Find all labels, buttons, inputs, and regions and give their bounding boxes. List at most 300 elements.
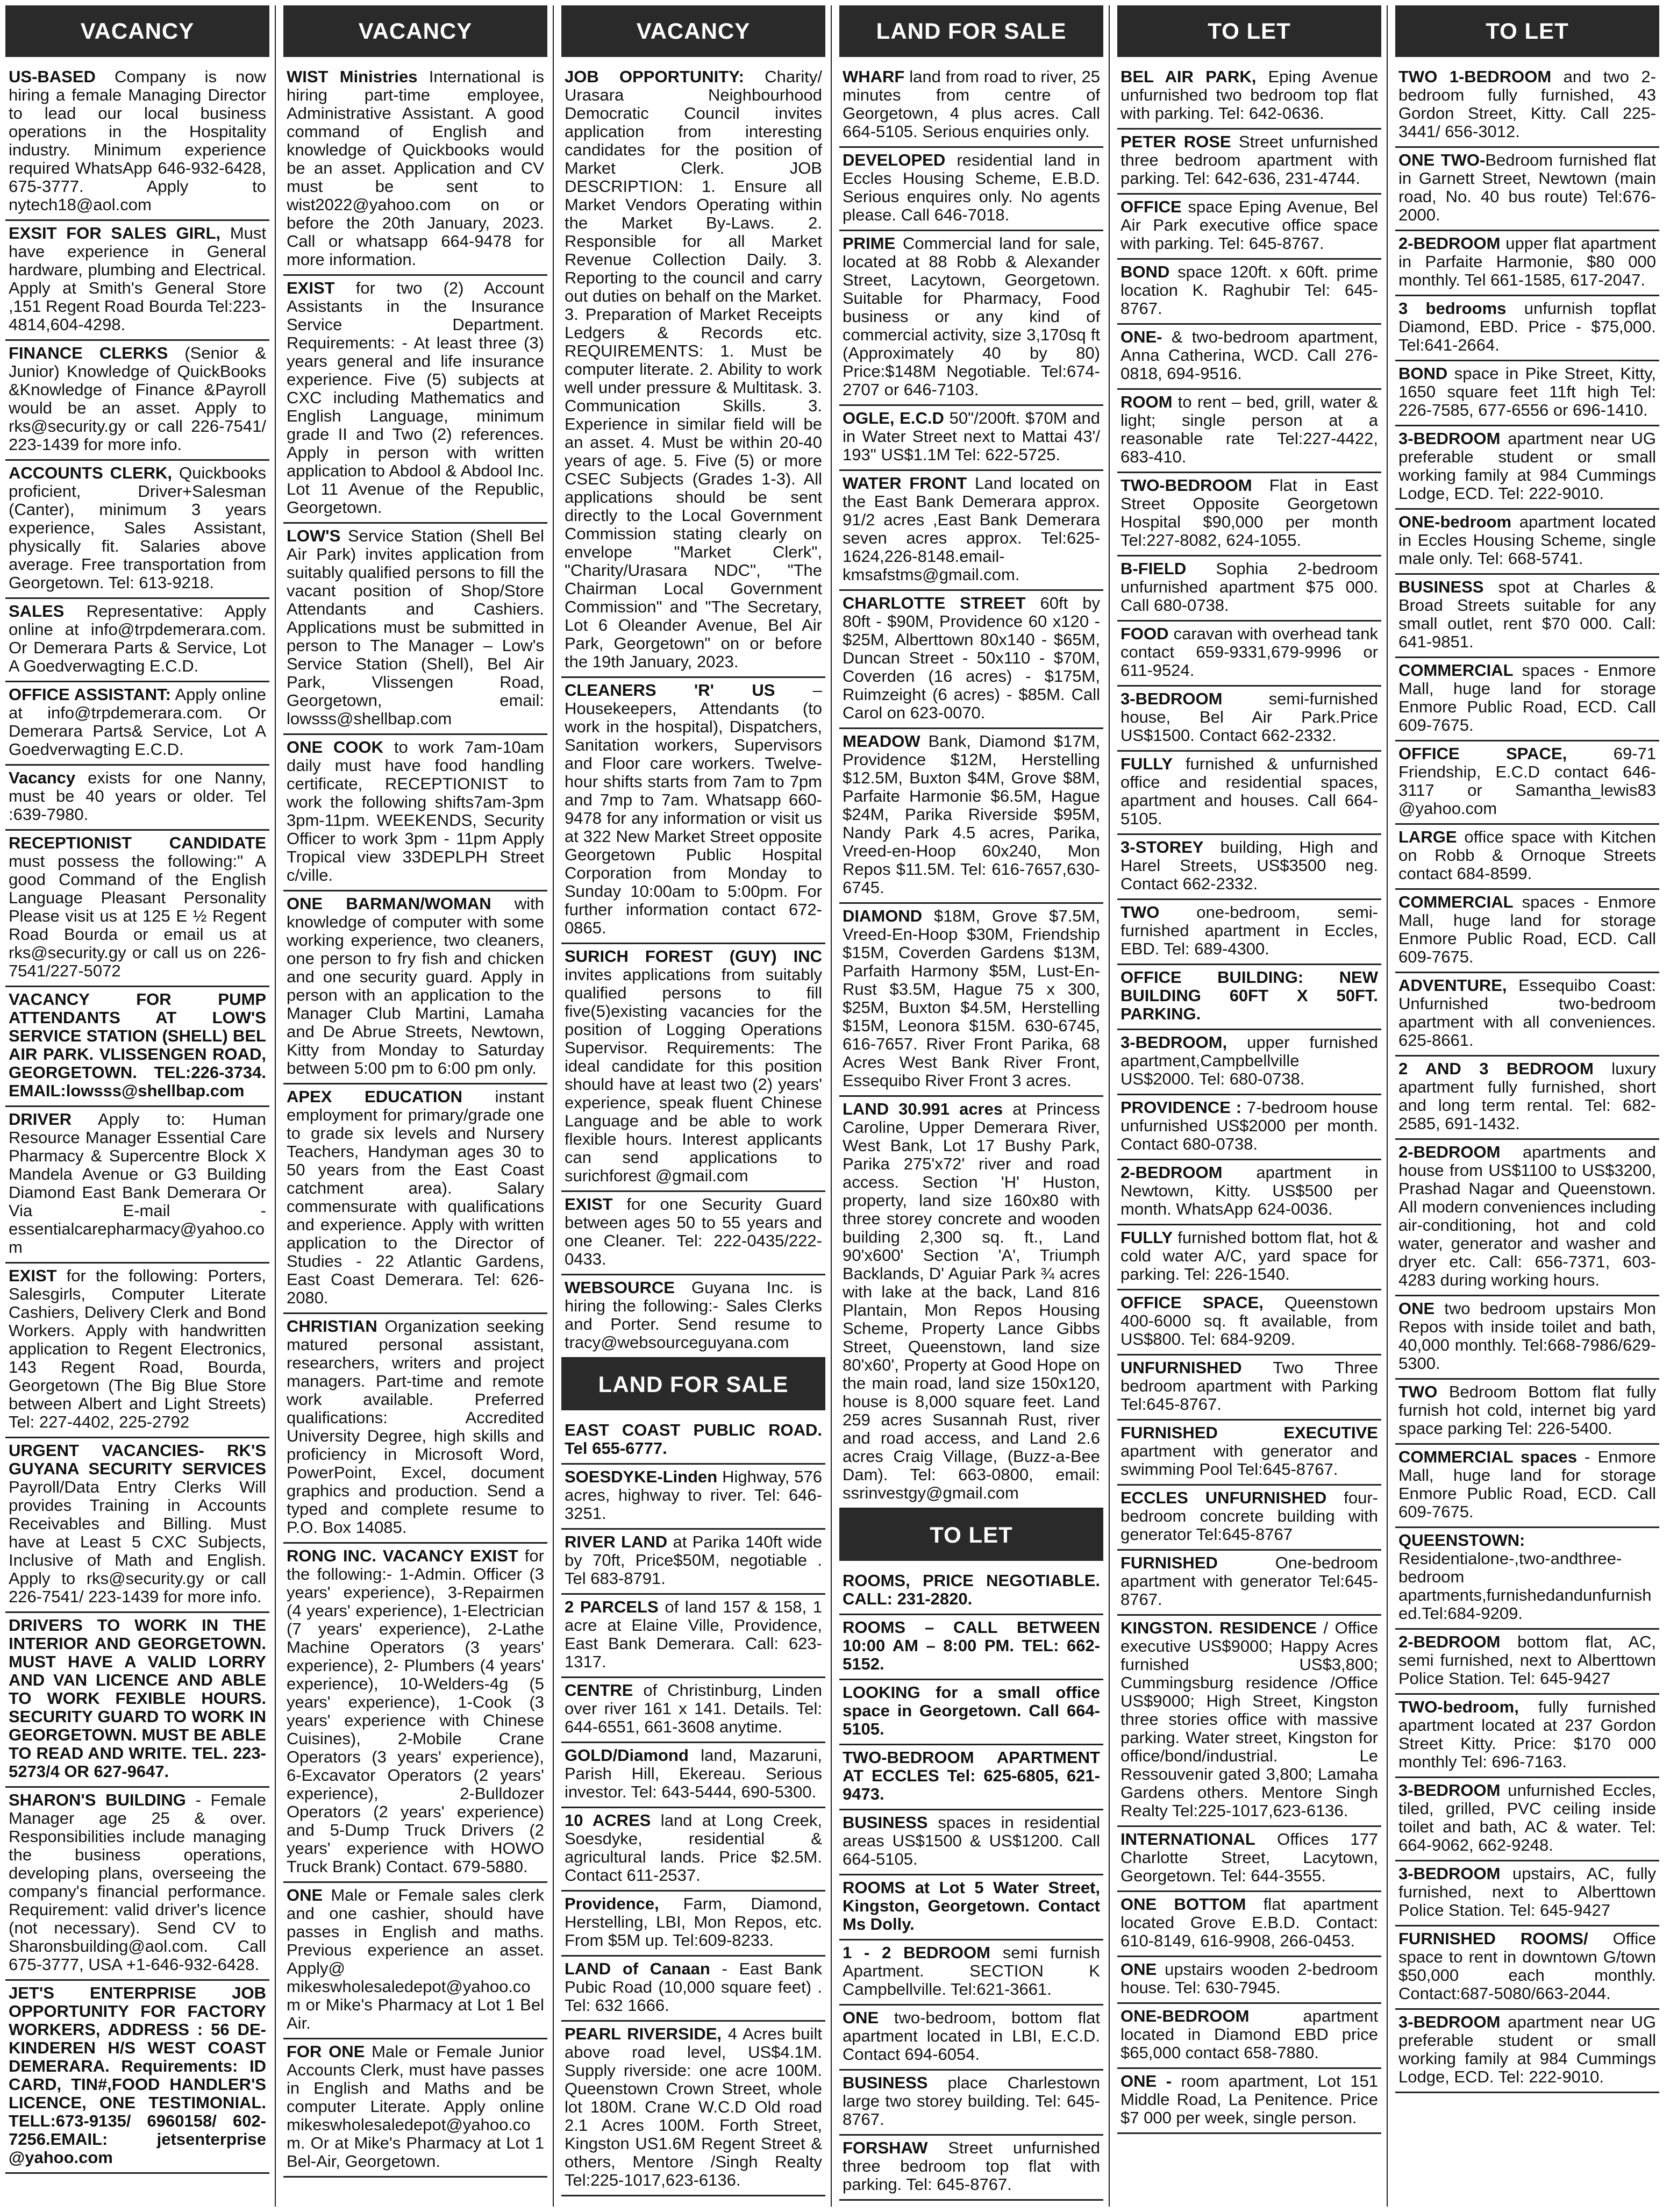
ad-text: two bedroom upstairs Mon Repos with inside toilet and bath, 40,000 monthly. Tel:668-7986/629-5300. (1398, 1299, 1656, 1373)
classified-ad (5, 1788, 269, 1981)
classified-ad (1395, 1140, 1659, 1296)
ad-text: - Enmore Mall, huge land for storage Enmore Public Road, ECD. Call 609-7675. (1398, 1447, 1656, 1521)
ad-lead: ONE-bedroom (1398, 512, 1512, 531)
classified-ad (839, 2136, 1103, 2201)
ad-text: fully furnished apartment located at 237 Gordon Street Kitty. Price: $170 000 monthly Tel: 696-7163. (1398, 1697, 1656, 1771)
classified-ad (1395, 148, 1659, 231)
ad-lead: APEX EDUCATION (287, 1087, 463, 1106)
classified-ad (1117, 622, 1381, 687)
ad-lead: SHARON'S BUILDING (9, 1790, 186, 1809)
ad-lead: DEVELOPED (843, 151, 946, 169)
classified-ad (1117, 65, 1381, 130)
ad-lead: QUEENSTOWN: (1398, 1531, 1525, 1550)
classified-ad (1117, 260, 1381, 325)
ad-lead: OFFICE BUILDING: NEW BUILDING 60FT X 50FT. PARKING. (1121, 968, 1378, 1023)
classified-ad (1117, 900, 1381, 965)
ad-text: Queenstown 400-6000 sq. ft available, from US$800. Tel: 684-9209. (1121, 1293, 1378, 1348)
ad-lead: B-FIELD (1121, 559, 1187, 578)
ad-lead: BUSINESS (843, 1813, 928, 1832)
ad-lead: FORSHAW (843, 2138, 928, 2157)
ad-text: Bedroom Bottom flat fully furnish hot cold, internet big yard space parking Tel: 226-5400. (1398, 1382, 1656, 1438)
column-2 (283, 5, 554, 2207)
ad-lead: Vacancy (9, 768, 76, 787)
classified-ad (839, 1097, 1103, 1509)
ad-text: semi furnish Apartment. SECTION K Campbellville. Tel:621-3661. (843, 1943, 1101, 1999)
column-1 (5, 5, 276, 2207)
ad-lead: LAND 30.991 acres (843, 1100, 1003, 1118)
section-header: VACANCY (283, 5, 547, 57)
ad-lead: OFFICE (1121, 197, 1182, 216)
classified-ad (1117, 325, 1381, 390)
ad-lead: BEL AIR PARK, (1121, 67, 1257, 86)
classified-ad (839, 2006, 1103, 2071)
ad-lead: VACANCY FOR PUMP ATTENDANTS AT LOW'S SERVICE STATION (SHELL) BEL AIR PARK. VLISSENGEN ROAD, GEORGETOWN. TEL:226-3734. EMAIL:lowsss@shellbap.com (9, 990, 266, 1100)
ad-text: space Eping Avenue, Bel Air Park executive office space with parking. Tel: 645-8767. (1121, 197, 1378, 253)
classified-ad (1117, 1095, 1381, 1160)
ad-text: apartment in Newtown, Kitty. US$500 per month. WhatsApp 624-0036. (1121, 1163, 1378, 1218)
classified-ad (1117, 1421, 1381, 1486)
ad-text: to rent – bed, grill, water & light; single person at a reasonable rate Tel:227-4422, 683-410. (1121, 393, 1378, 466)
classified-ad (1117, 1160, 1381, 1225)
ad-text: apartments and house from US$1100 to US$3200, Prashad Nagar and Queenstown. All modern conveniences including air-conditioning, hot and cold water, generator and washer and dryer etc. Call: 656-7371, 603-4283 during working hours. (1398, 1143, 1656, 1289)
classified-ad (283, 1084, 547, 1314)
ad-text: Flat in East Street Opposite Georgetown Hospital $90,000 per month Tel:227-8082, 624-1055. (1121, 476, 1378, 550)
classified-ad (561, 1957, 825, 2022)
ad-text: invites applications from suitably qualified persons to fill five(5)existing vacancies for the position of Logging Operations Supervisor. Requirements: The ideal candidate for this position should have at least two (2) years' experience, speak fluent Chinese Language and be able to work flexible hours. Interest applicants can send applications to surichforest @gmail.com (565, 965, 822, 1185)
classified-ad (5, 1264, 269, 1438)
ad-lead: INTERNATIONAL (1121, 1830, 1255, 1849)
ad-text: building, High and Harel Streets, US$3500 neg. Contact 662-2332. (1121, 838, 1378, 893)
classified-ad (561, 1892, 825, 1957)
classified-ad (1395, 1861, 1659, 1926)
classified-ad (1117, 1827, 1381, 1892)
ad-text: - East Bank Pubic Road (10,000 square feet) . Tel: 632 1666. (565, 1959, 822, 2015)
ad-lead: WHARF (843, 67, 905, 86)
classified-ad (1395, 65, 1659, 148)
classified-ad (1117, 1892, 1381, 1957)
classified-ad (561, 1808, 825, 1892)
classified-ad (5, 461, 269, 599)
ad-lead: FOR ONE (287, 2042, 365, 2061)
ad-lead: DRIVERS TO WORK IN THE INTERIOR AND GEORGETOWN. MUST HAVE A VALID LORRY AND VAN LICENCE AND ABLE TO WORK FEXIBLE HOURS. SECURITY GUARD TO WORK IN GEORGETOWN. MUST BE ABLE TO READ AND WRITE. TEL. 223-5273/4 OR 627-9647. (9, 1616, 266, 1781)
ad-text: apartment near UG preferable student or small working family at 984 Cummings Lodge, ECD. Tel: 222-9010. (1398, 2013, 1656, 2086)
ad-lead: TWO (1121, 903, 1160, 922)
ad-lead: PRIME (843, 234, 896, 253)
classifieds-page (5, 5, 1665, 2207)
ad-text: unfurnish topflat Diamond, EBD. Price - $75,000. Tel:641-2664. (1398, 299, 1656, 354)
classified-ad (1117, 2004, 1381, 2069)
ad-text: Commercial land for sale, located at 88 Robb & Alexander Street, Lacytown, Georgetown. Suitable for Pharmacy, Food business or any kind of commercial activity, size 3,170sq ft (Approximately 40 by 80) Price:$148M Negotiable. Tel:674-2707 or 646-7103. (843, 234, 1100, 399)
classified-ad (839, 1875, 1103, 1940)
ad-text: semi-furnished house, Bel Air Park.Price US$1500. Contact 662-2332. (1121, 689, 1378, 745)
ad-text: apartment located in Diamond EBD price $65,000 contact 658-7880. (1121, 2007, 1378, 2062)
ad-lead: TWO-BEDROOM (1121, 476, 1252, 495)
ad-text: 60ft by 80ft - $90M, Providence 60 x120 - $25M, Alberttown 80x140 - $65M, Duncan Street - 50x110 - $70M, Coverden (16 acres) - $175M, Ruimzeight (6 acres) - $85M. Call Carol on 623-0070. (843, 594, 1100, 722)
ad-text: upper furnished apartment,Campbellville US$2000. Tel: 680-0738. (1121, 1033, 1378, 1088)
classified-ad (5, 1981, 269, 2174)
ad-lead: ACCOUNTS CLERK, (9, 463, 173, 482)
classified-ad (283, 1883, 547, 2039)
ad-lead: 2 PARCELS (565, 1597, 659, 1616)
ad-text: office space with Kitchen on Robb & Ornoque Streets contact 684-8599. (1398, 827, 1656, 883)
ad-lead: BOND (1398, 364, 1448, 383)
ad-text: at Princess Caroline, Upper Demerara River, West Bank, Lot 17 Bushy Park, Parika 275'x72' river and road access. Section 'H' Huston, property, land size 160x80 with three storey concrete and wooden building 2,300 sq. ft., Land 90'x600' Section 'A', Triumph Backlands, D' Aguiar Park ¾ acres with lake at the back, Land 816 Plantain, Mon Repos Housing Scheme, Property Lance Gibbs Street, Queenstown, land size 80'x60', Property at Good Hope on the main road, land size 150x120, house is 8,000 square feet. Land 259 acres Susannah Rust, river and road access, and Land 2.6 acres Craig Village, (Buzz-a-Bee Dam). Tel: 663-0800, email: ssrinvestgy@gmail.com (843, 1100, 1100, 1502)
ad-text: Guyana Inc. is hiring the following:- Sales Clerks and Porter. Send resume to tracy@websourceguyana.com (565, 1278, 822, 1352)
ad-lead: ONE (287, 1886, 323, 1904)
section-header: TO LET (839, 1509, 1103, 1561)
classified-ad (561, 1530, 825, 1595)
ad-text: flat apartment located Grove E.B.D. Contact: 610-8149, 616-9908, 266-0453. (1121, 1895, 1378, 1950)
ad-text: one-bedroom, semi-furnished apartment in Eccles, EBD. Tel: 689-4300. (1121, 903, 1378, 958)
ad-lead: PETER ROSE (1121, 132, 1231, 151)
ad-text: upper flat apartment in Parfaite Harmonie, $80 000 monthly. Tel 661-1585, 617-2047. (1398, 234, 1656, 289)
ad-lead: ONE - (1121, 2072, 1172, 2090)
classified-ad (1117, 195, 1381, 260)
classified-ad (283, 1544, 547, 1883)
ad-text: and two 2-bedroom fully furnished, 43 Gordon Street, Kitty. Call 225- 3441/ 656-3012. (1398, 67, 1656, 141)
ad-lead: US-BASED (9, 67, 96, 86)
classified-ad (1117, 556, 1381, 622)
ad-lead: LARGE (1398, 827, 1457, 846)
ad-text: Representative: Apply online at info@trpdemerara.com. Or Demerara Parts & Service, Lot A Goedverwagting E.C.D. (9, 602, 266, 675)
ad-lead: ECCLES UNFURNISHED (1121, 1488, 1327, 1507)
ad-lead: SURICH FOREST (GUY) INC (565, 947, 822, 966)
classified-ad (561, 678, 825, 944)
classified-ad (1117, 1290, 1381, 1355)
ad-lead: COMMERCIAL spaces (1398, 1447, 1578, 1466)
ad-lead: LOOKING for a small office space in Georgetown. Call 664-5105. (843, 1683, 1100, 1738)
ad-text: space 120ft. x 60ft. prime location K. Raghubir Tel: 645-8767. (1121, 262, 1378, 318)
ad-text: to work 7am-10am daily must have food handling certificate, RECEPTIONIST to work the following shifts7am-3pm 3pm-11pm. WEEKENDS, Security Officer to work 3pm - 11pm Apply Tropical view 33DEPLPH Street c/ville. (287, 738, 544, 884)
classified-ad (1395, 510, 1659, 575)
classified-ad (1395, 973, 1659, 1057)
classified-ad (561, 1275, 825, 1359)
ad-text: Street unfurnished three bedroom apartment with parking. Tel: 642-636, 231-4744. (1121, 132, 1378, 188)
classified-ad (5, 682, 269, 766)
ad-lead: WEBSOURCE (565, 1278, 675, 1297)
classified-ad (1395, 1380, 1659, 1445)
ad-text: Eping Avenue unfurnished two bedroom top flat with parking. Tel: 642-0636. (1121, 67, 1378, 123)
ad-lead: 3-BEDROOM (1398, 1864, 1501, 1883)
classified-ad (1117, 1225, 1381, 1290)
classified-ad (1117, 835, 1381, 900)
ad-lead: SOESDYKE-Linden (565, 1467, 718, 1486)
classified-ad (5, 65, 269, 221)
ad-text: Payroll/Data Entry Clerks Will provides Training in Accounts Receivables and Billing. Must have at Least 5 CXC Subjects, Inclusive of Math and English. Apply to rks@security.gy or call 226-7541/ 223-1439 for more info. (9, 1478, 266, 1606)
classified-ad (5, 766, 269, 831)
ad-text: two-bedroom, bottom flat apartment located in LBI, E.C.D. Contact 694-6054. (843, 2008, 1100, 2064)
ad-text: & two-bedroom apartment, Anna Catherina, WCD. Call 276-0818, 694-9516. (1121, 327, 1378, 383)
column-5 (1117, 5, 1388, 2207)
classified-ad (1117, 752, 1381, 835)
classified-ad (561, 1192, 825, 1275)
ad-lead: ONE- (1121, 327, 1162, 346)
ad-lead: FURNISHED EXECUTIVE (1121, 1423, 1378, 1442)
ad-text: $18M, Grove $7.5M, Vreed-En-Hoop $30M, Friendship $15M, Coverden Gardens $13M, Parfaith Harmony $5M, Lust-En-Rust $3.5M, Hague 75 x 300, $25M, Buxton $4.5M, Herstelling $15M, Leonora $15M. 630-6745, 616-7657. River Front Parika, 68 Acres West Bank River Front, Essequibo River Front 3 acres. (843, 907, 1100, 1090)
classified-ad (5, 831, 269, 987)
ad-text: Sophia 2-bedroom unfurnished apartment $75 000. Call 680-0738. (1121, 559, 1378, 615)
ad-text: place Charlestown large two storey building. Tel: 645-8767. (843, 2073, 1100, 2129)
classified-ad (1117, 1551, 1381, 1616)
ad-lead: FINANCE CLERKS (9, 344, 168, 362)
classified-ad (1117, 390, 1381, 473)
classified-ad (1395, 1695, 1659, 1778)
ad-lead: 3-BEDROOM (1398, 2013, 1501, 2031)
ad-text: Bank, Diamond $17M, Providence $12M, Herstelling $12.5M, Buxton $4M, Grove $8M, Parfaite Harmonie $6.5M, Hague $24M, Parika Riverside $95M, Nandy Park 4.5 acres, Parika, Vreed-en-Hoop 60x240, Mon Repos $11.5M. Tel: 616-7657,630-6745. (843, 732, 1100, 897)
ad-text: for one Security Guard between ages 50 to 55 years and one Cleaner. Tel: 222-0435/222-0433. (565, 1195, 822, 1268)
classified-ad (1395, 741, 1659, 825)
ad-text: Service Station (Shell Bel Air Park) invites application from suitably qualified persons to fill the vacant position of Shop/Store Attendants and Cashiers. Applications must be submitted in person to The Manager – Low's Service Station (Shell), Bel Air Park, Vlissengen Road, Georgetown, email: lowsss@shellbap.com (287, 526, 544, 728)
ad-lead: TWO-bedroom, (1398, 1697, 1519, 1716)
ad-text: apartment with generator and swimming Pool Tel:645-8767. (1121, 1442, 1378, 1479)
classified-ad (1117, 1616, 1381, 1827)
ad-lead: DIAMOND (843, 907, 923, 925)
ad-lead: OGLE, E.C.D (843, 409, 944, 427)
ad-text: upstairs wooden 2-bedroom house. Tel: 630-7945. (1121, 1960, 1378, 1997)
ad-text: unfurnished Eccles, tiled, grilled, PVC ceiling inside toilet and bath, AC & water. Tel: 664-9062, 662-9248. (1398, 1781, 1656, 1854)
classified-ad (5, 1107, 269, 1264)
ad-lead: ONE BARMAN/WOMAN (287, 894, 491, 913)
ad-lead: WATER FRONT (843, 474, 967, 493)
ad-text: – Housekeepers, Attendants (to work in the hospital), Dispatchers, Sanitation workers, Supervisors and Floor care workers. Twelve-hour shifts starts from 7am to 7pm and 7mp to 7am. Whatsapp 660-9478 for any information or visit us at 322 New Market Street opposite Georgetown Public Hospital Corporation from Monday to Sunday 10:00am to 5:00pm. For further information contact 672-0865. (565, 681, 822, 937)
ad-lead: 3-BEDROOM (1398, 1781, 1501, 1800)
ad-lead: 2-BEDROOM (1398, 1143, 1501, 1161)
ad-text: instant employment for primary/grade one to grade six levels and Nursery Teachers, Handyman ages 30 to 50 years from the East Coast catchment area). Salary commensurate with qualifications and experience. Apply with written application to the Director of Studies - 22 Atlantic Gardens, East Coast Demerara. Tel: 626-2080. (287, 1087, 544, 1307)
classified-ad (1395, 1630, 1659, 1695)
ad-lead: OFFICE ASSISTANT: (9, 685, 171, 704)
classified-ad (839, 729, 1103, 904)
classified-ad (561, 1418, 825, 1465)
ad-lead: ROOMS, PRICE NEGOTIABLE. CALL: 231-2820. (843, 1571, 1100, 1608)
classified-ad (5, 1613, 269, 1788)
classified-ad (1395, 575, 1659, 658)
ad-lead: EAST COAST PUBLIC ROAD. Tel 655-6777. (565, 1421, 822, 1458)
ad-lead: ROOM (1121, 393, 1173, 411)
classified-ad (1395, 658, 1659, 741)
ad-lead: ONE-BEDROOM (1121, 2007, 1250, 2025)
classified-ad (1395, 231, 1659, 296)
classified-ad (561, 1743, 825, 1808)
classified-ad (839, 1940, 1103, 2006)
ad-lead: ADVENTURE, (1398, 976, 1507, 995)
classified-ad (839, 471, 1103, 591)
ad-text: spaces - Enmore Mall, huge land for storage Enmore Public Road, ECD. Call 609-7675. (1398, 893, 1656, 966)
classified-ad (561, 65, 825, 678)
ad-text: 4 Acres built above road level, US$4.1M. Supply riverside: one acre 100M. Queenstown Crown Street, whole lot 180M. Crane W.C.D Old road 2.1 Acres 100M. Forth Street, Kingston US1.6M Regent Street & others, Mentore /Singh Realty Tel:225-1017,623-6136. (565, 2024, 822, 2189)
ad-text: (Senior & Junior) Knowledge of QuickBooks &Knowledge of Finance &Payroll would be an asset. Apply to rks@security.gy or call 226-7541/ 223-1439 for more info. (9, 344, 266, 454)
ad-lead: EXIST (287, 279, 335, 297)
ad-text: Offices 177 Charlotte Street, Lacytown, Georgetown. Tel: 644-3555. (1121, 1830, 1378, 1885)
ad-text: Quickbooks proficient, Driver+Salesman (Canter), minimum 3 years experience, Sales Assistant, physically fit. Salaries above average. Free transportation from Georgetown. Tel: 613-9218. (9, 463, 266, 592)
classified-ad (1395, 426, 1659, 510)
classified-ad (1117, 1957, 1381, 2004)
classified-ad (1395, 1926, 1659, 2010)
ad-text: Land located on the East Bank Demerara approx. 91/2 acres ,East Bank Demerara seven acres approx. Tel:625-1624,226-8148.email-kmsafstms@gmail.com. (843, 474, 1100, 584)
ad-text: One-bedroom apartment with generator Tel:645-8767. (1121, 1553, 1378, 1609)
classified-ad (839, 1568, 1103, 1615)
ad-lead: UNFURNISHED (1121, 1358, 1242, 1377)
ad-lead: COMMERCIAL (1398, 893, 1514, 911)
ad-lead: ONE (1398, 1299, 1435, 1318)
ad-lead: URGENT VACANCIES- RK'S GUYANA SECURITY SERVICES (9, 1441, 266, 1478)
ad-lead: WIST Ministries (287, 67, 418, 86)
ad-text: of Christinburg, Linden over river 161 x 141. Details. Tel: 644-6551, 661-3608 anytime. (565, 1681, 822, 1736)
classified-ad (1395, 296, 1659, 361)
classified-ad (283, 1314, 547, 1544)
ad-lead: PEARL RIVERSIDE, (565, 2024, 722, 2043)
classified-ad (5, 1438, 269, 1613)
classified-ad (283, 276, 547, 524)
ad-lead: MEADOW (843, 732, 920, 751)
classified-ad (283, 2039, 547, 2178)
ad-lead: BUSINESS (1398, 577, 1484, 596)
ad-text: Two Three bedroom apartment with Parking Tel:645-8767. (1121, 1358, 1378, 1414)
ad-text: upstairs, AC, fully furnished, next to Alberttown Police Station. Tel: 645-9427 (1398, 1864, 1656, 1920)
ad-text: Charity/ Urasara Neighbourhood Democratic Council invites application from interesting candidates for the position of Market Clerk. JOB DESCRIPTION: 1. Ensure all Market Vendors Operating within the Market By-Laws. 2. Responsible for all Market Revenue Collection Daily. 3. Reporting to the council and carry out duties on behalf on the Market. 3. Preparation of Market Receipts Ledgers & Records etc. REQUIREMENTS: 1. Must be computer literate. 2. Ability to work well under pressure & Multitask. 3. Communication Skills. 3. Experience in similar field will be an asset. 4. Must be within 20-40 years of age. 5. Five (5) or more CSEC Subjects (Grades 1-3). All applications should be sent directly to the Local Government Commission stating clearly on envelope "Market Clerk", "Charity/Urasara NDC", "The Chairman Local Government Commission" and "The Secretary, Lot 6 Oleander Avenue, Bel Air Park, Georgetown" on or before the 19th January, 2023. (565, 67, 823, 671)
ad-lead: JET'S ENTERPRISE JOB OPPORTUNITY FOR FACTORY WORKERS, ADDRESS : 56 DE-KINDEREN H/S WEST COAST DEMERARA. Requirements: ID CARD, TIN#,FOOD HANDLER'S LICENCE, ONE TESTIMONIAL. TELL:673-9135/ 6960158/ 602-7256.EMAIL: jetsenterprise @yahoo.com (9, 1983, 266, 2167)
ad-text: spot at Charles & Broad Streets suitable for any small outlet, rent $70 000. Call: 641-9851. (1398, 577, 1656, 651)
classified-ad (1395, 825, 1659, 890)
ad-text: Male or Female Junior Accounts Clerk, must have passes in English and Maths and be computer Literate. Apply online mikeswholesaledepot@yahoo.com. Or at Mike's Pharmacy at Lot 1 Bel-Air, Georgetown. (287, 2042, 544, 2171)
ad-lead: FURNISHED ROOMS/ (1398, 1929, 1588, 1948)
ad-lead: LOW'S (287, 526, 341, 545)
ad-lead: COMMERCIAL (1398, 661, 1514, 680)
ad-lead: EXIST (565, 1195, 613, 1214)
classified-ad (1395, 1528, 1659, 1630)
ad-lead: OFFICE SPACE, (1398, 744, 1567, 763)
classified-ad (283, 524, 547, 735)
ad-lead: BUSINESS (843, 2073, 928, 2092)
classified-ad (561, 944, 825, 1192)
ad-lead: TWO 1-BEDROOM (1398, 67, 1552, 86)
classified-ad (839, 591, 1103, 729)
classified-ad (283, 891, 547, 1084)
ad-lead: TWO (1398, 1382, 1438, 1401)
ad-lead: CHRISTIAN (287, 1317, 377, 1336)
ad-text: with knowledge of computer with some working experience, two cleaners, one person to fry fish and chicken and one security guard. Apply in person with an application to the Manager Club Martini, Lamaha and De Abrue Streets, Newtown, Kitty from Monday to Saturday between 5:00 pm to 6:00 pm only. (287, 894, 544, 1078)
classified-ad (839, 2071, 1103, 2136)
ad-lead: DRIVER (9, 1110, 72, 1129)
classified-ad (1117, 473, 1381, 556)
ad-text: space in Pike Street, Kitty, 1650 square feet 11ft high Tel: 226-7585, 677-6556 or 696-1410. (1398, 364, 1656, 419)
ad-text: International is hiring part-time employee, Administrative Assistant. A good command of English and knowledge of Quickbooks would be an asset. Application and CV must be sent to wist2022@yahoo.com on or before the 20th January, 2023. Call or whatsapp 664-9478 for more information. (287, 67, 545, 269)
ad-lead: ONE (843, 2008, 879, 2027)
classified-ad (283, 65, 547, 276)
ad-text: spaces in residential areas US$1500 & US$1200. Call 664-5105. (843, 1813, 1100, 1868)
ad-text: must possess the following:" A good Command of the English Language Pleasant Personality Please visit us at 125 E ½ Regent Road Bourda or email us at rks@security.gy or call us on 226-7541/227-5072 (9, 852, 266, 980)
classified-ad (283, 735, 547, 891)
ad-lead: ONE TWO- (1398, 151, 1486, 169)
ad-text: at Parika 140ft wide by 70ft, Price$50M, negotiable . Tel 683-8791. (565, 1532, 822, 1588)
ad-text: Apply online at info@trpdemerara.com. Or Demerara Parts& Service, Lot A Goedverwagting E.C.D. (9, 685, 266, 759)
ad-lead: KINGSTON. RESIDENCE (1121, 1618, 1317, 1637)
classified-ad (839, 1680, 1103, 1745)
ad-lead: 2-BEDROOM (1398, 1632, 1501, 1651)
ad-text: 69-71 Friendship, E.C.D contact 646- 3117 or Samantha_lewis83 @yahoo.com (1398, 744, 1656, 818)
ad-lead: EXSIT FOR SALES GIRL, (9, 224, 221, 242)
classified-ad (1117, 1355, 1381, 1421)
classified-ad (1117, 130, 1381, 195)
classified-ad (561, 1465, 825, 1530)
ad-lead: 3-BEDROOM (1121, 689, 1223, 708)
ad-text: for the following: Porters, Salesgirls, Computer Literate Cashiers, Delivery Clerk and Bond Workers. Apply with handwritten application to Regent Electronics, 143 Regent Road, Bourda, Georgetown (The Big Blue Store between Albert and Light Streets) Tel: 227-4402, 225-2792 (9, 1266, 266, 1431)
column-3 (561, 5, 832, 2207)
ad-text: Highway, 576 acres, highway to river. Tel: 646-3251. (565, 1467, 822, 1523)
ad-text: land, Mazaruni, Parish Hill, Ekereau. Serious investor. Tel: 643-5444, 690-5300. (565, 1746, 822, 1801)
ad-lead: CENTRE (565, 1681, 633, 1700)
ad-text: caravan with overhead tank contact 659-9331,679-9996 or 611-9524. (1121, 624, 1378, 680)
classified-ad (5, 599, 269, 682)
ad-lead: PROVIDENCE : (1121, 1098, 1242, 1117)
classified-ad (5, 221, 269, 341)
ad-text: land at Long Creek, Soesdyke, residential & agricultural lands. Price $2.5M. Contact 611-2537. (565, 1811, 822, 1885)
ad-text: of land 157 & 158, 1 acre at Elaine Ville, Providence, East Bank Demerara. Call: 623-1317. (565, 1597, 822, 1671)
classified-ad (1395, 2010, 1659, 2093)
ad-text: Residentialone-,two-andthree-bedroom apartments,furnishedandunfurnished.Tel:684-9209. (1398, 1549, 1652, 1623)
classified-ad (839, 1810, 1103, 1875)
ad-lead: RONG INC. VACANCY EXIST (287, 1546, 518, 1565)
ad-lead: 3-BEDROOM (1398, 429, 1501, 448)
ad-text: Male or Female sales clerk and one cashier, should have passes in English and maths. Previous experience an asset. Apply@ mikeswholesaledepot@yahoo.com or Mike's Pharmacy at Lot 1 Bel Air. (287, 1886, 544, 2032)
ad-text: Company is now hiring a female Managing Director to lead our local business operations in the Hospitality industry. Minimum experience required WhatsApp 646-932-6428, 675-3777. Apply to nytech18@aol.com (9, 67, 266, 214)
classified-ad (1395, 890, 1659, 973)
ad-text: land from road to river, 25 minutes from centre of Georgetown, 4 plus acres. Call 664-5105. Serious enquiries only. (843, 67, 1100, 141)
ad-text: 7-bedroom house unfurnished US$2000 per month. Contact 680-0738. (1121, 1098, 1378, 1153)
classified-ad (1395, 1445, 1659, 1528)
classified-ad (1117, 1486, 1381, 1551)
classified-ad (839, 148, 1103, 231)
classified-ad (839, 65, 1103, 148)
classified-ad (1395, 1778, 1659, 1861)
ad-text: apartment located in Eccles Housing Scheme, single male only. Tel: 668-5741. (1398, 512, 1656, 568)
ad-text: furnished bottom flat, hot & cold water A/C, yard space for parking. Tel: 226-1540. (1121, 1228, 1378, 1283)
ad-text: / Office executive US$9000; Happy Acres furnished US$3,800; Cummingsburg residence /Office US$9000; High Street, Kingston three stories office with massive parking. Water street, Kingston for office/bond/industrial. Le Ressouvenir gated 3,800; Lamaha Gardens others. Mentore Singh Realty Tel:225-1017,623-6136. (1121, 1618, 1378, 1820)
ad-text: luxury apartment fully furnished, short and long term rental. Tel: 682-2585, 691-1432. (1398, 1059, 1656, 1133)
ad-lead: ONE BOTTOM (1121, 1895, 1246, 1914)
ad-lead: 3-STOREY (1121, 838, 1204, 857)
ad-lead: 3-BEDROOM, (1121, 1033, 1227, 1052)
classified-ad (1395, 361, 1659, 426)
classified-ad (839, 1745, 1103, 1810)
column-4 (839, 5, 1110, 2207)
ad-text: Essequibo Coast: Unfurnished two-bedroom apartment with all conveniences. 625-8661. (1398, 976, 1656, 1050)
ad-text: Farm, Diamond, Herstelling, LBI, Mon Repos, etc. From $5M up. Tel:609-8233. (565, 1894, 822, 1950)
ad-lead: Providence, (565, 1894, 659, 1913)
classified-ad (561, 1678, 825, 1743)
ad-lead: ROOMS – CALL BETWEEN 10:00 AM – 8:00 PM. TEL: 662-5152. (843, 1618, 1100, 1673)
ad-text: Must have experience in General hardware, plumbing and Electrical. Apply at Smith's General Store ,151 Regent Road Bourda Tel:223-4814,604-4298. (9, 224, 266, 334)
classified-ad (1117, 1030, 1381, 1095)
ad-text: Street unfurnished three bedroom top flat with parking. Tel: 645-8767. (843, 2138, 1100, 2194)
classified-ad (1395, 1057, 1659, 1140)
classified-ad (839, 231, 1103, 406)
ad-text: Organization seeking matured personal assistant, researchers, writers and project managers. Part-time and remote work available. Preferred qualifications: Accredited University Degree, high skills and proficiency in Microsoft Word, PowerPoint, Excel, document graphics and production. Send a typed and complete resume to P.O. Box 14085. (287, 1317, 544, 1537)
ad-lead: FULLY (1121, 754, 1173, 773)
ad-text: residential land in Eccles Housing Scheme, E.B.D. Serious enquires only. No agents please. Call 646-7018. (843, 151, 1100, 224)
section-header: VACANCY (5, 5, 269, 57)
ad-text: Office space to rent in downtown G/town $50,000 each monthly. Contact:687-5080/663-2044. (1398, 1929, 1656, 2003)
ad-lead: JOB OPPORTUNITY: (565, 67, 744, 86)
ad-text: exists for one Nanny, must be 40 years or older. Tel :639-7980. (9, 768, 266, 824)
ad-lead: CHARLOTTE STREET (843, 594, 1026, 612)
classified-ad (1117, 965, 1381, 1030)
ad-lead: 2 AND 3 BEDROOM (1398, 1059, 1594, 1078)
classified-ad (5, 987, 269, 1107)
ad-lead: 1 - 2 BEDROOM (843, 1943, 990, 1962)
ad-text: spaces - Enmore Mall, huge land for storage Enmore Public Road, ECD. Call 609-7675. (1398, 661, 1656, 734)
ad-lead: FULLY (1121, 1228, 1173, 1247)
classified-ad (5, 341, 269, 461)
